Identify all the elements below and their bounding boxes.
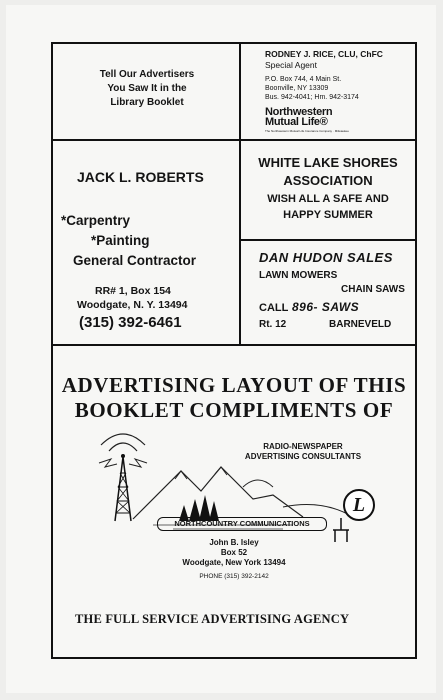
association-line-3: WISH ALL A SAFE AND [267,193,389,205]
service-general-contractor: General Contractor [73,253,197,268]
tell-advertisers-ad [53,44,241,141]
northwestern-logo-line-2: Mutual Life® [265,116,328,128]
booklet-page [6,5,436,693]
hudon-sales-name: DAN HUDON SALES [259,250,393,265]
full-service-tagline: THE FULL SERVICE ADVERTISING AGENCY [75,612,350,626]
association-line-4: HAPPY SUMMER [283,209,373,221]
hudon-lawn-mowers: LAWN MOWERS [259,270,338,281]
tell-line-1: Tell Our Advertisers [99,69,195,80]
advertisement-grid [51,42,417,659]
white-lake-shores-ad [241,141,415,241]
agent-name: RODNEY J. RICE, CLU, ChFC [265,49,383,59]
northcountry-name-banner: NORTHCOUNTRY COMMUNICATIONS [157,517,327,531]
northcountry-logo-badge: L [343,489,375,521]
hudon-chain-saws: CHAIN SAWS [341,284,405,295]
contractor-name: JACK L. ROBERTS [77,169,204,185]
hudon-call-number: 896- SAWS [292,300,360,314]
northwestern-logo-subtitle: The Northwestern Mutual Life Insurance Company · Milwaukee [265,129,349,133]
contractor-address-2: Woodgate, N. Y. 13494 [77,299,188,311]
contractor-address-1: RR# 1, Box 154 [95,285,171,297]
hudon-town: BARNEVELD [329,319,392,330]
hudon-sales-ad [241,241,415,346]
rice-insurance-ad [241,44,415,141]
advertising-consultants-label: ADVERTISING CONSULTANTS [244,452,362,461]
compliments-heading-2: BOOKLET COMPLIMENTS OF [74,398,394,422]
northwestern-logo-line-1: Northwestern [265,106,333,118]
agent-title: Special Agent [265,60,317,70]
service-carpentry: *Carpentry [61,213,131,228]
tell-line-2: You Saw It in the [107,83,187,94]
contact-city: Woodgate, New York 13494 [182,558,286,567]
hudon-call-label: CALL [259,302,289,314]
association-line-2: ASSOCIATION [283,173,373,188]
agent-phones: Bus. 942-4041; Hm. 942-3174 [265,94,359,101]
compliments-heading-1: ADVERTISING LAYOUT OF THIS [61,373,407,397]
agent-address-1: P.O. Box 744, 4 Main St. [265,76,342,83]
contact-box: Box 52 [220,548,248,557]
northcountry-communications-ad [53,346,415,657]
roberts-contractor-ad [53,141,241,346]
service-painting: *Painting [91,233,150,248]
contact-name: John B. Isley [209,538,259,547]
agent-address-2: Boonville, NY 13309 [265,85,329,92]
tell-line-3: Library Booklet [110,97,184,108]
contractor-phone: (315) 392-6461 [79,314,182,331]
contact-phone: PHONE (315) 392-2142 [199,573,269,580]
hudon-route: Rt. 12 [259,319,287,330]
association-line-1: WHITE LAKE SHORES [258,155,398,170]
radio-newspaper-label: RADIO-NEWSPAPER [263,442,343,451]
